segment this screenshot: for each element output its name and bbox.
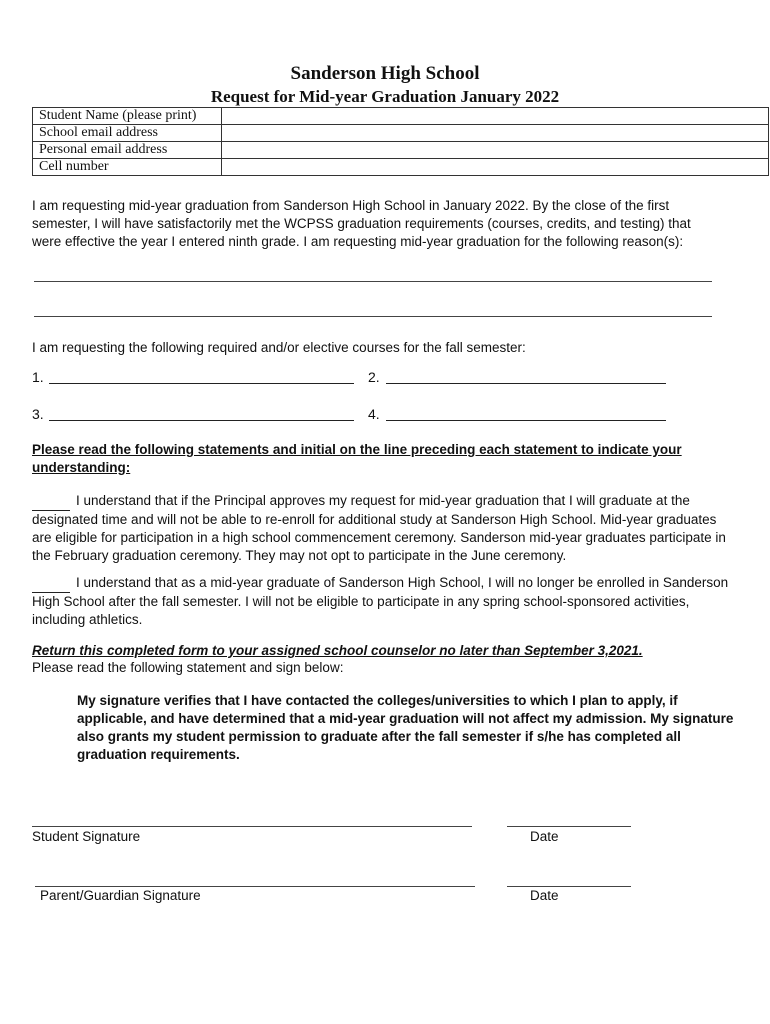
- parent-signature-label: Parent/Guardian Signature: [40, 888, 201, 903]
- request-paragraph: I am requesting mid-year graduation from Sanderson High School in January 2022. By the close of the first semester, I will have satisfactorily met the WCPSS graduation requirements (courses, credits, and testing) that were effective the year I entered ninth grade. I am requesting mid-year graduation for the following reason(s):: [32, 198, 691, 249]
- student-date-label: Date: [530, 829, 559, 844]
- sign-note: Please read the following statement and sign below:: [32, 660, 344, 675]
- course-line-2[interactable]: [386, 383, 666, 384]
- return-note: Return this completed form to your assigned school counselor no later than September 3,2021.: [32, 643, 643, 658]
- course-line-4[interactable]: [386, 420, 666, 421]
- student-signature-label: Student Signature: [32, 829, 141, 844]
- form-title: Request for Mid-year Graduation January 2022: [210, 87, 560, 106]
- cell-number-label: Cell number: [33, 159, 222, 176]
- reason-line-2[interactable]: [34, 316, 712, 317]
- school-email-label: School email address: [33, 125, 222, 142]
- table-row: [33, 159, 769, 176]
- initial-line-2[interactable]: [32, 574, 70, 593]
- course-line-1[interactable]: [49, 383, 354, 384]
- statement-2: [32, 574, 732, 629]
- personal-email-label: Personal email address: [33, 142, 222, 159]
- parent-date-line[interactable]: [507, 886, 631, 887]
- parent-date-label: Date: [530, 888, 559, 903]
- statements-instruction: Please read the following statements and initial on the line preceding each statement to indicate your understanding:: [32, 442, 682, 475]
- personal-email-field[interactable]: [222, 142, 769, 159]
- student-date-line[interactable]: [507, 826, 631, 827]
- school-title: Sanderson High School: [290, 63, 480, 84]
- statement-2-text: I understand that as a mid-year graduate of Sanderson High School, I will no longer be enrolled in Sanderson High School after the fall semester. I will not be eligible to participate in any spring school-sponsored activities, including athletics.: [32, 575, 729, 627]
- parent-signature-line[interactable]: [35, 886, 475, 887]
- cell-number-field[interactable]: [222, 159, 769, 176]
- student-signature-line[interactable]: [32, 826, 472, 827]
- student-info-table: [32, 107, 769, 176]
- initial-line-1[interactable]: [32, 492, 70, 511]
- course-number-4: 4.: [368, 406, 380, 422]
- statement-1-text: I understand that if the Principal approves my request for mid-year graduation that I will graduate at the designated time and will not be able to re-enroll for additional study at Sanderson High School. Mid-year graduates are eligible for participation in a high school commencement ceremony. Sanderson mid-year graduates participate in the February graduation ceremony. They may not opt to participate in the June ceremony.: [32, 493, 726, 563]
- courses-intro: I am requesting the following required and/or elective courses for the fall semester:: [32, 340, 526, 355]
- verification-statement: My signature verifies that I have contacted the colleges/universities to which I plan to apply, if applicable, and have determined that a mid-year graduation will not affect my admission. My signature also grants my student permission to graduate after the fall semester if s/he has completed all graduation requirements.: [77, 693, 734, 762]
- course-number-3: 3.: [32, 406, 44, 422]
- course-number-2: 2.: [368, 369, 380, 385]
- statement-1: [32, 492, 737, 565]
- table-row: [33, 142, 769, 159]
- student-name-label: Student Name (please print): [33, 108, 222, 125]
- table-row: [33, 125, 769, 142]
- course-line-3[interactable]: [49, 420, 354, 421]
- table-row: [33, 108, 769, 125]
- student-name-field[interactable]: [222, 108, 769, 125]
- school-email-field[interactable]: [222, 125, 769, 142]
- course-number-1: 1.: [32, 369, 44, 385]
- reason-line-1[interactable]: [34, 281, 712, 282]
